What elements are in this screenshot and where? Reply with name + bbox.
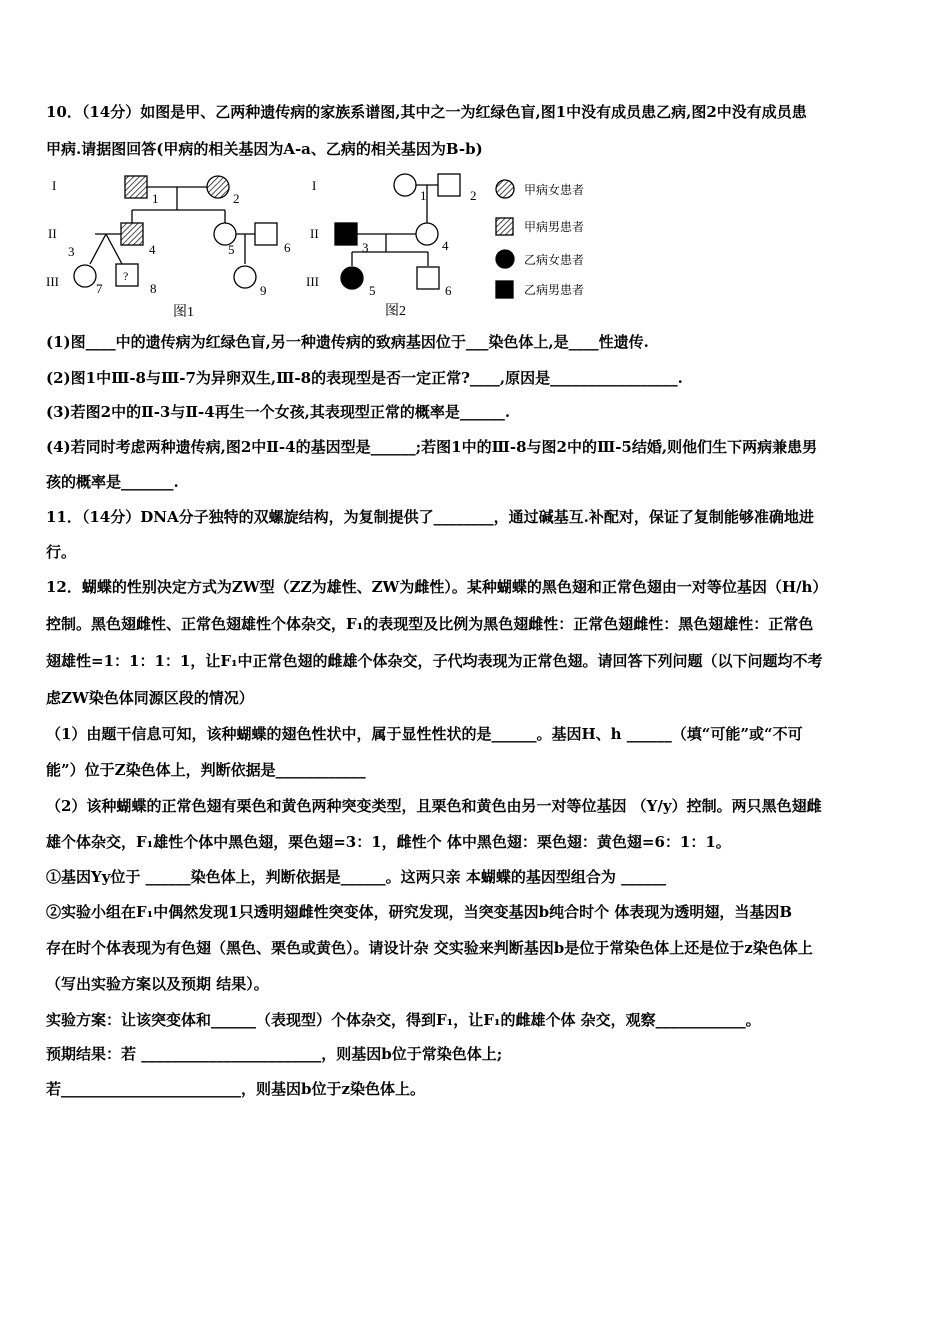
legend-b-male-icon	[496, 281, 513, 298]
svg-text:?: ?	[123, 269, 129, 283]
svg-text:5: 5	[369, 283, 376, 298]
svg-text:II: II	[310, 226, 319, 241]
fig1-gen-label: III	[46, 274, 59, 289]
fig2-ii3-affected-male	[335, 223, 357, 245]
svg-text:8: 8	[150, 281, 157, 296]
legend-label: 甲病女患者	[524, 183, 585, 197]
fig2-ii4-female	[416, 223, 438, 245]
q11-line-1: 11．（14分）DNA分子独特的双螺旋结构，为复制提供了________，通过碱基互.补配对，保证了复制能够准确地进	[46, 508, 814, 526]
q12-plan: 实验方案：让该突变体和______（表现型）个体杂交，得到F₁，让F₁的雌雄个体 杂交，观察____________。	[46, 1011, 761, 1029]
fig1-i1-affected-male	[125, 176, 147, 198]
svg-text:3: 3	[68, 244, 75, 259]
q10-part-3: (3)若图2中的Ⅱ-3与Ⅱ-4再生一个女孩,其表现型正常的概率是______.	[46, 403, 511, 421]
q12-line-2: 控制。黑色翅雌性、正常色翅雄性个体杂交，F₁的表现型及比例为黑色翅雌性：正常色翅雌性：黑色翅雄性：正常色	[46, 615, 814, 633]
fig2-iii6-male	[417, 267, 439, 289]
fig1-ii6-male	[255, 223, 277, 245]
svg-text:III: III	[306, 274, 319, 289]
q10-line-2: 甲病.请据图回答(甲病的相关基因为A-a、乙病的相关基因为B-b)	[46, 140, 483, 158]
pedigree-figure	[40, 168, 610, 323]
svg-text:4: 4	[442, 238, 449, 253]
svg-text:4: 4	[149, 242, 156, 257]
q10-part-4-line-1: (4)若同时考虑两种遗传病,图2中Ⅱ-4的基因型是______;若图1中的Ⅲ-8与图2中的Ⅲ-5结婚,则他们生下两病兼患男	[46, 438, 818, 456]
fig2-caption: 图2	[385, 304, 406, 319]
svg-text:6: 6	[284, 240, 291, 255]
q10-part-4-line-2: 孩的概率是_______.	[46, 473, 179, 491]
q10-part-1: (1)图____中的遗传病为红绿色盲,另一种遗传病的致病基因位于___染色体上,是____性遗传.	[46, 333, 649, 351]
q12-sub-2-line-2: 雄个体杂交，F₁雄性个体中黑色翅，栗色翅=3：1，雌性个 体中黑色翅：栗色翅：黄色翅=6：1：1。	[46, 833, 731, 851]
fig1-i2-affected-female	[207, 176, 229, 198]
q12-sub-2-line-1: （2）该种蝴蝶的正常色翅有栗色和黄色两种突变类型，且栗色和黄色由另一对等位基因 （Y/y）控制。两只黑色翅雌	[46, 797, 822, 815]
svg-text:2: 2	[233, 191, 240, 206]
fig1-gen-label: I	[52, 178, 57, 193]
fig2-i2-male	[438, 174, 460, 196]
q12-item-1: ①基因Yy位于 ______染色体上，判断依据是______。这两只亲 本蝴蝶的基因型组合为 ______	[46, 868, 667, 886]
q11-line-2: 行。	[46, 543, 77, 561]
legend-label: 乙病男患者	[524, 283, 585, 297]
svg-text:6: 6	[445, 283, 452, 298]
fig2-i1-female	[394, 174, 416, 196]
legend-b-female-icon	[496, 250, 514, 268]
svg-text:3: 3	[362, 240, 369, 255]
svg-text:1: 1	[420, 188, 427, 203]
svg-text:9: 9	[260, 283, 267, 298]
q12-sub-1-line-1: （1）由题干信息可知，该种蝴蝶的翅色性状中，属于显性性状的是______。基因H、h ______（填“可能”或“不可	[46, 725, 803, 743]
q12-sub-1-line-2: 能”）位于Z染色体上，判断依据是____________	[46, 761, 366, 779]
q12-line-1: 12．蝴蝶的性别决定方式为ZW型（ZZ为雄性、ZW为雌性）。某种蝴蝶的黑色翅和正常色翅由一对等位基因（H/h）	[46, 578, 828, 596]
svg-text:5: 5	[228, 242, 235, 257]
q12-line-4: 虑ZW染色体同源区段的情况）	[46, 689, 254, 707]
legend-label: 甲病男患者	[524, 220, 585, 234]
fig1-ii4-affected-male	[121, 223, 143, 245]
svg-text:7: 7	[96, 281, 103, 296]
q12-line-3: 翅雄性=1：1：1：1，让F₁中正常色翅的雌雄个体杂交，子代均表现为正常色翅。请回答下列问题（以下问题均不考	[46, 652, 823, 670]
svg-text:1: 1	[152, 191, 159, 206]
svg-text:2: 2	[470, 188, 477, 203]
fig2-iii5-affected-female	[341, 267, 363, 289]
fig1-iii7-female	[74, 265, 96, 287]
q12-item-2-line-1: ②实验小组在F₁中偶然发现1只透明翅雌性突变体，研究发现，当突变基因b纯合时个 体表现为透明翅，当基因B	[46, 903, 793, 921]
legend-a-male-icon	[496, 218, 513, 235]
q12-item-2-line-2: 存在时个体表现为有色翅（黑色、栗色或黄色）。请设计杂 交实验来判断基因b是位于常染色体上还是位于z染色体上	[46, 939, 813, 957]
q10-line-1: 10．（14分）如图是甲、乙两种遗传病的家族系谱图,其中之一为红绿色盲,图1中没有成员患乙病,图2中没有成员患	[46, 103, 807, 121]
q12-item-2-line-3: （写出实验方案以及预期 结果）。	[46, 975, 269, 993]
q12-result-2: 若________________________，则基因b位于z染色体上。	[46, 1080, 426, 1098]
q10-part-2: (2)图1中Ⅲ-8与Ⅲ-7为异卵双生,Ⅲ-8的表现型是否一定正常?____,原因是_________________.	[46, 369, 683, 387]
legend-a-female-icon	[496, 180, 514, 198]
svg-text:I: I	[312, 178, 317, 193]
fig1-gen-label: II	[48, 226, 57, 241]
legend-label: 乙病女患者	[524, 253, 585, 267]
fig1-caption: 图1	[173, 305, 194, 320]
fig1-iii9-female	[234, 266, 256, 288]
q12-result-1: 预期结果：若 ________________________，则基因b位于常染色体上;	[46, 1045, 503, 1063]
